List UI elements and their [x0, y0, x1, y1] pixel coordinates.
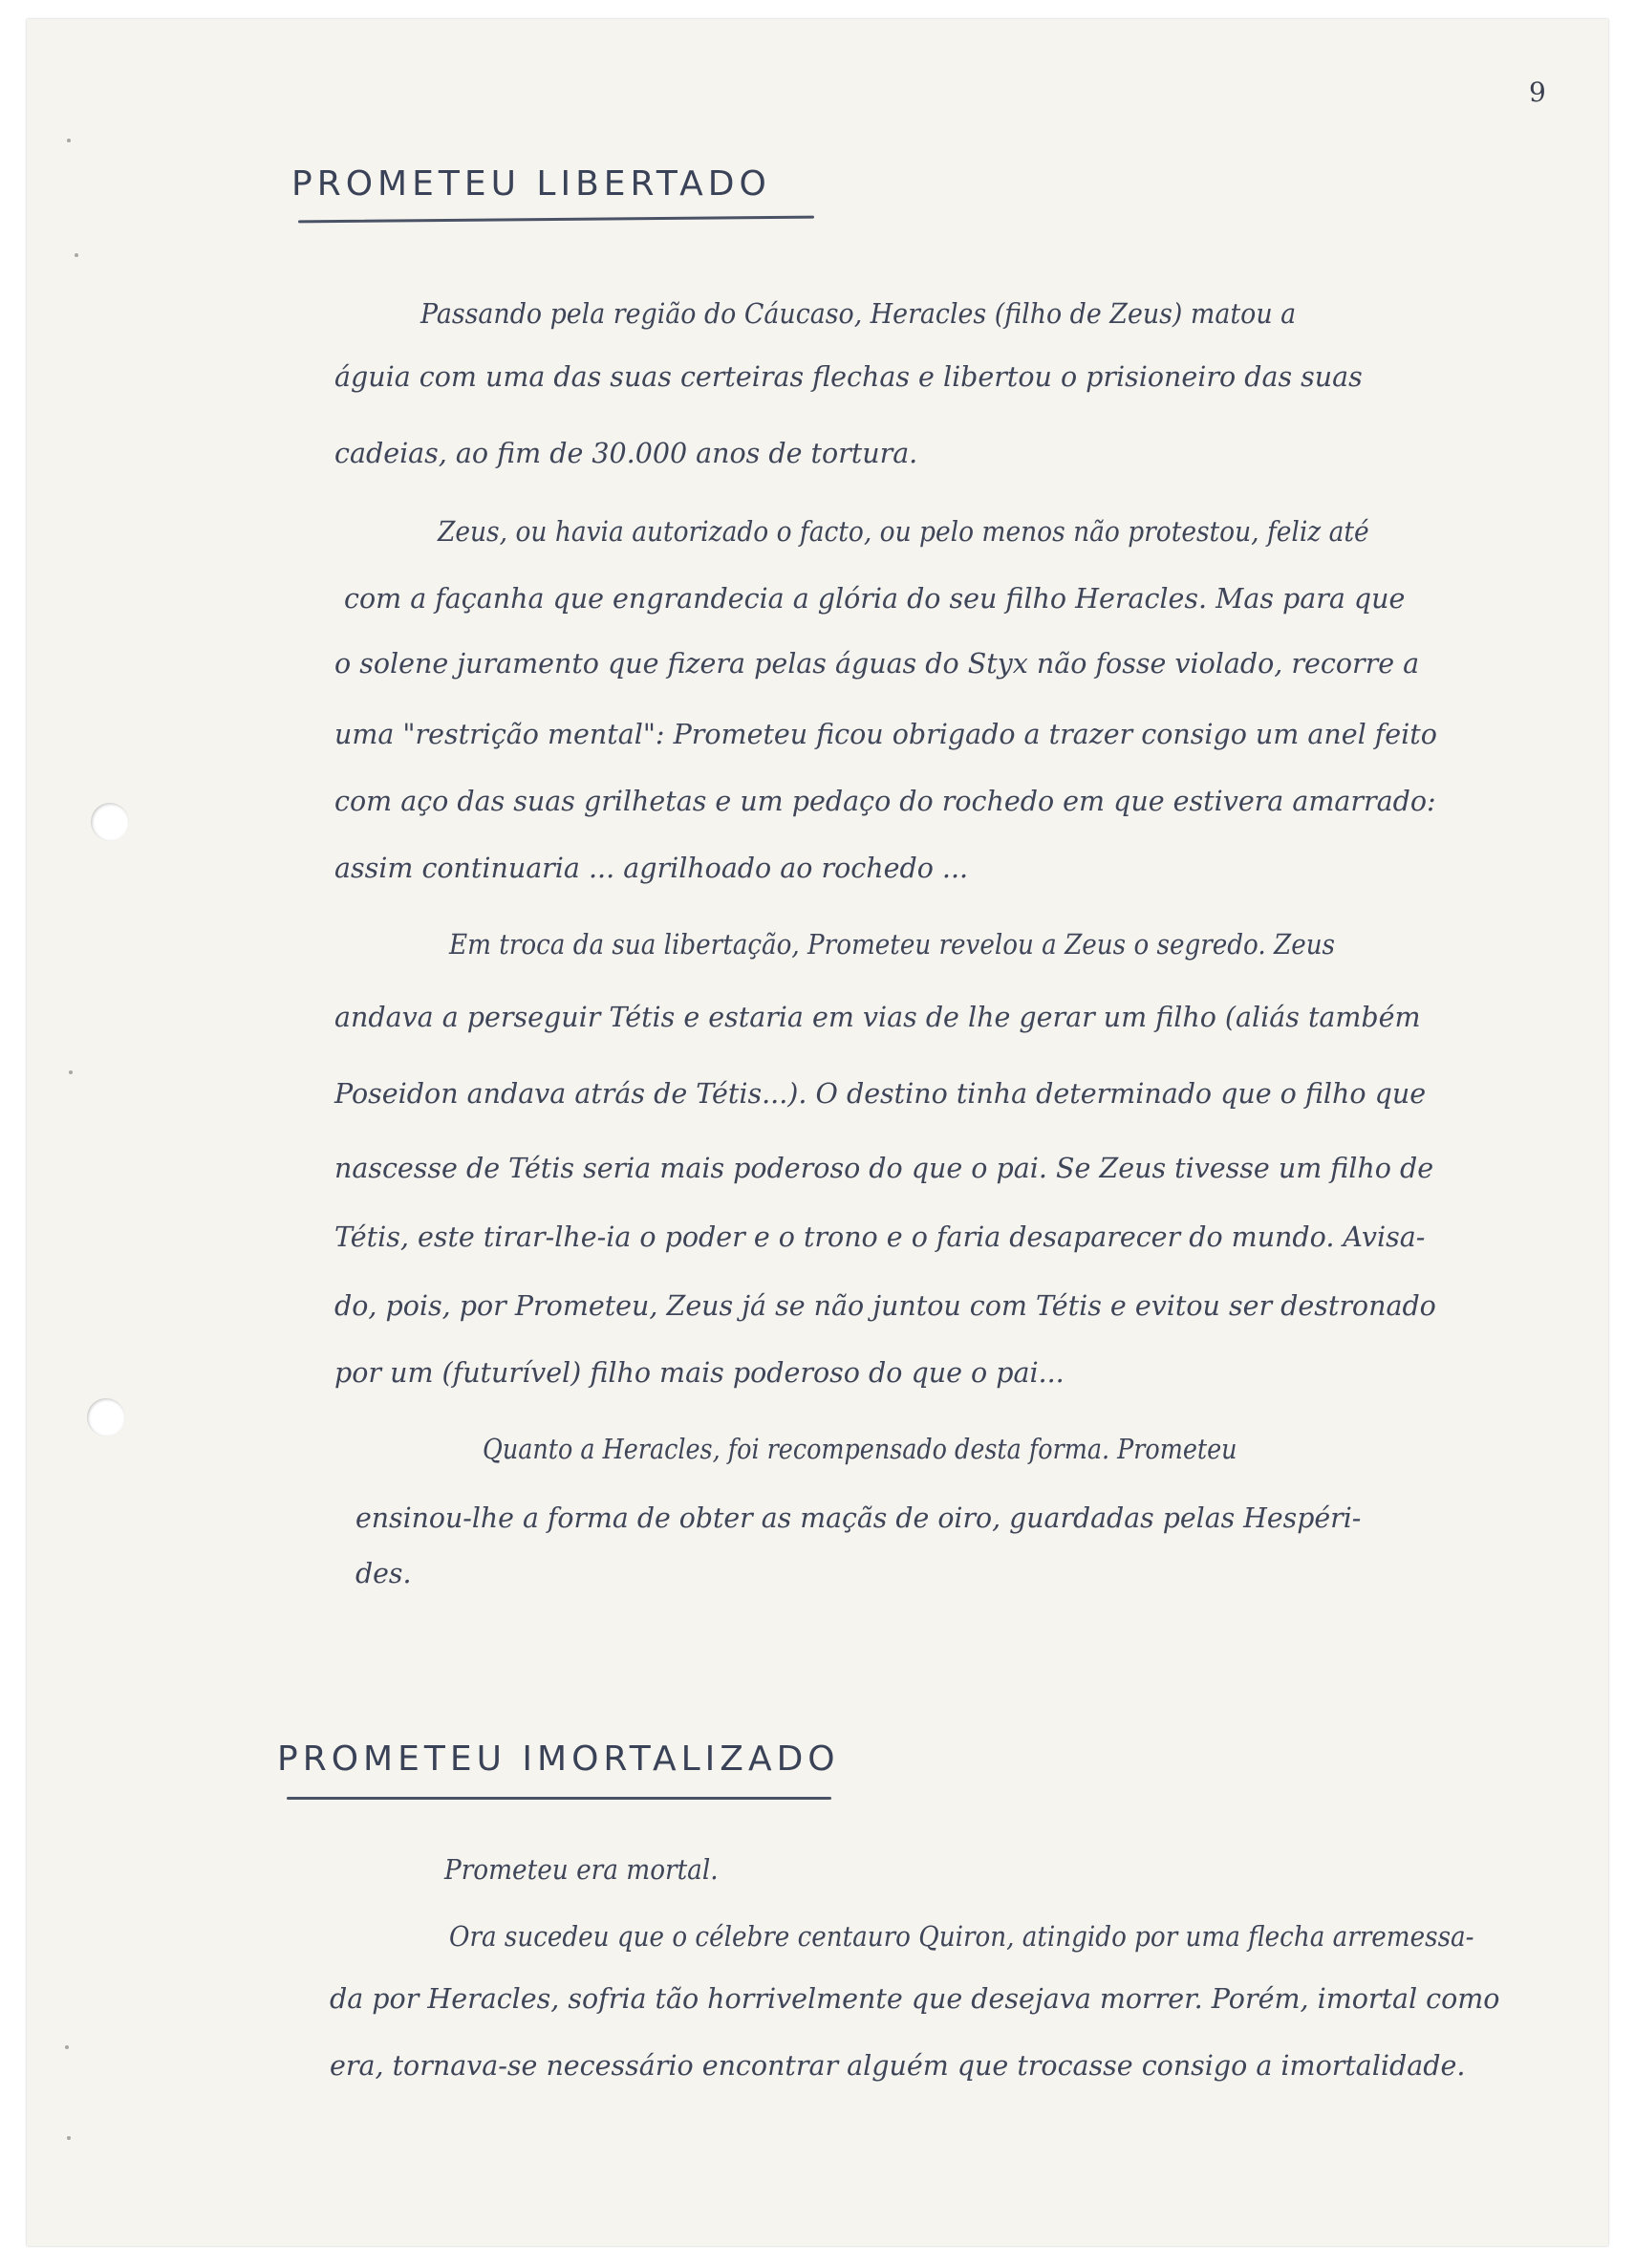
text-line: assim continuaria ... agrilhoado ao rochedo ...	[334, 853, 969, 884]
section-heading-imortalizado: PROMETEU IMORTALIZADO	[277, 1739, 840, 1779]
page-number: 9	[1529, 76, 1546, 108]
text-line: com aço das suas grilhetas e um pedaço do rochedo em que estivera amarrado:	[334, 786, 1436, 817]
text-line: des.	[355, 1558, 412, 1589]
text-line: o solene juramento que fizera pelas águas do Styx não fosse violado, recorre a	[334, 648, 1420, 680]
paper-speck	[67, 139, 71, 142]
text-line: com a façanha que engrandecia a glória do seu filho Heracles. Mas para que	[344, 583, 1406, 615]
text-line: por um (futurível) filho mais poderoso do que o pai...	[334, 1357, 1065, 1389]
text-line: andava a perseguir Tétis e estaria em vias de lhe gerar um filho (aliás também	[334, 1002, 1421, 1033]
text-line: cadeias, ao fim de 30.000 anos de tortura.	[334, 438, 918, 469]
text-line: Zeus, ou havia autorizado o facto, ou pelo menos não protestou, feliz até	[438, 516, 1369, 548]
text-line: Poseidon andava atrás de Tétis...). O destino tinha determinado que o filho que	[334, 1078, 1427, 1110]
punch-hole-lower	[87, 1398, 125, 1436]
text-line: ensinou-lhe a forma de obter as maçãs de oiro, guardadas pelas Hespéri-	[355, 1502, 1362, 1534]
section-heading-libertado: PROMETEU LIBERTADO	[291, 164, 771, 204]
text-line: Ora sucedeu que o célebre centauro Quiron, atingido por uma flecha arremessa-	[449, 1921, 1474, 1953]
paper-speck	[69, 1070, 73, 1074]
heading-underline	[287, 1797, 831, 1800]
text-line: águia com uma das suas certeiras flechas e libertou o prisioneiro das suas	[334, 361, 1363, 393]
text-line: Passando pela região do Cáucaso, Heracles (filho de Zeus) matou a	[420, 298, 1297, 330]
paper-speck	[67, 2136, 71, 2140]
text-line: era, tornava-se necessário encontrar alguém que trocasse consigo a imortalidade.	[330, 2050, 1466, 2082]
paper-speck	[65, 2045, 69, 2049]
text-line: Tétis, este tirar-lhe-ia o poder e o trono e o faria desaparecer do mundo. Avisa-	[334, 1221, 1426, 1253]
text-line: Em troca da sua libertação, Prometeu revelou a Zeus o segredo. Zeus	[449, 929, 1335, 961]
text-line: uma "restrição mental": Prometeu ficou obrigado a trazer consigo um anel feito	[334, 719, 1437, 750]
text-line: da por Heracles, sofria tão horrivelmente que desejava morrer. Porém, imortal como	[330, 1983, 1500, 2015]
text-line: do, pois, por Prometeu, Zeus já se não juntou com Tétis e evitou ser destronado	[334, 1290, 1436, 1322]
paper-speck	[75, 253, 78, 257]
text-line: nascesse de Tétis seria mais poderoso do que o pai. Se Zeus tivesse um filho de	[334, 1153, 1434, 1184]
text-line: Quanto a Heracles, foi recompensado desta forma. Prometeu	[483, 1434, 1237, 1465]
text-line: Prometeu era mortal.	[444, 1854, 719, 1886]
punch-hole-upper	[91, 803, 129, 841]
manuscript-page	[27, 19, 1608, 2246]
